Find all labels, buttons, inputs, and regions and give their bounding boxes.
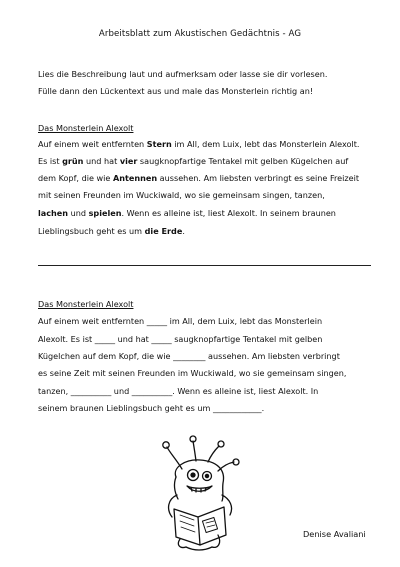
text: Auf einem weit entfernten — [38, 139, 147, 149]
cloze-heading: Das Monsterlein Alexolt — [38, 299, 134, 309]
keyword-antennen: Antennen — [112, 173, 158, 183]
keyword-stern: Stern — [146, 139, 172, 149]
cloze-line-6: seinem braunen Lieblingsbuch geht es um ____________. — [38, 403, 265, 413]
keyword-gruen: grün — [62, 156, 84, 166]
cloze-line-2: Alexolt. Es ist _____ und hat _____ saugknopfartige Tentakel mit gelben — [38, 334, 323, 344]
keyword-spielen: spielen — [88, 208, 122, 218]
page-title: Arbeitsblatt zum Akustischen Gedächtnis - AG — [98, 29, 302, 39]
story-line-4: mit seinen Freunden im Wuckiwald, wo sie gemeinsam singen, tanzen, — [38, 190, 325, 200]
intro-line-1: Lies die Beschreibung laut und aufmerksam oder lasse sie dir vorlesen. — [38, 69, 328, 79]
text: . Wenn es alleine ist, liest Alexolt. In seinem braunen — [121, 208, 336, 218]
story-line-5 — [38, 208, 336, 218]
monster-reading-book-icon — [160, 435, 240, 555]
intro-line-2: Fülle dann den Lückentext aus und male das Monsterlein richtig an! — [38, 86, 314, 96]
text: . — [182, 226, 185, 236]
author-signature: Denise Avaliani — [303, 529, 366, 539]
story-line-3 — [38, 173, 359, 183]
text: Es ist — [38, 156, 63, 166]
keyword-lachen: lachen — [38, 208, 69, 218]
text: im All, dem Luix, lebt das Monsterlein Alexolt. — [171, 139, 360, 149]
text: dem Kopf, die wie — [38, 173, 113, 183]
story-line-6 — [38, 226, 185, 236]
text: Lieblingsbuch geht es um — [38, 226, 145, 236]
story-line-2 — [38, 156, 348, 166]
cloze-line-5: tanzen, __________ und __________. Wenn es alleine ist, liest Alexolt. In — [38, 386, 319, 396]
cloze-line-3: Kügelchen auf dem Kopf, die wie ________ aussehen. Am liebsten verbringt — [38, 351, 340, 361]
keyword-vier: vier — [119, 156, 138, 166]
text: und hat — [83, 156, 120, 166]
text: aussehen. Am liebsten verbringt es seine Freizeit — [157, 173, 360, 183]
story-heading: Das Monsterlein Alexolt — [38, 123, 134, 133]
text: saugknopfartige Tentakel mit gelben Kügelchen auf — [137, 156, 349, 166]
text: und — [68, 208, 89, 218]
keyword-die-erde: die Erde — [144, 226, 183, 236]
section-divider — [38, 265, 371, 266]
story-line-1 — [38, 139, 359, 149]
cloze-line-4: es seine Zeit mit seinen Freunden im Wuckiwald, wo sie gemeinsam singen, — [38, 368, 347, 378]
cloze-line-1: Auf einem weit entfernten _____ im All, dem Luix, lebt das Monsterlein — [38, 316, 323, 326]
